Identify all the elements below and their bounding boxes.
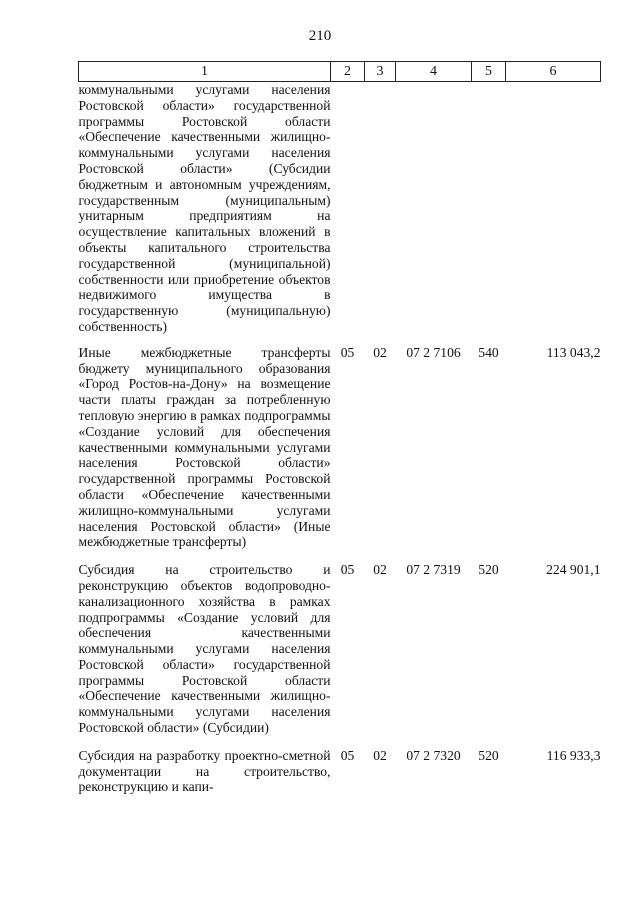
- table-header: [79, 62, 601, 82]
- row-expense-type: [472, 82, 506, 345]
- row-expense-type: 520: [478, 562, 499, 578]
- row-amount: 113 043,2: [546, 344, 601, 360]
- table-row: [79, 558, 601, 744]
- row-amount: 116 933,3: [546, 747, 601, 763]
- row-subsection: 02: [373, 562, 387, 578]
- row-section: 05: [340, 344, 355, 360]
- column-header-1: 1: [79, 62, 331, 82]
- row-amount: [506, 82, 601, 345]
- budget-table: [78, 61, 601, 803]
- table-row: [79, 345, 601, 558]
- column-header-5: 5: [472, 62, 506, 82]
- row-target-article: 07 2 7106: [406, 344, 461, 360]
- row-target-article: [396, 82, 472, 345]
- header-row: [79, 62, 601, 82]
- row-description: коммунальными услугами населения Ростовской области» государственной программы Ростовской области «Обеспечение качественными жилищно-коммунальными услугами населения Ростовской области» (Субсидии бюджетным и автономным учреждениям, государственным (муниципальным) унитарным предприятиям на осуществление капитальных вложений в объекты капитального строительства государственной (муниципальной) собственности или приобретение объектов недвижимого имущества в государственную (муниципальную) собственность): [78, 82, 331, 334]
- row-amount: 224 901,1: [546, 562, 601, 578]
- row-subsection: [365, 82, 396, 345]
- row-description: Субсидия на разработку проектно-сметной документации на строительство, реконструкцию и капи-: [78, 747, 331, 795]
- row-target-article: 07 2 7320: [406, 747, 461, 763]
- row-section: 05: [340, 562, 355, 578]
- row-expense-type: 520: [478, 747, 499, 763]
- row-description: Субсидия на строительство и реконструкцию объектов водопроводно-канализационного хозяйства в рамках подпрограммы «Создание условий для обеспечения качественными коммунальными услугами населения Ростовской области» государственной программы Ростовской области «Обеспечение качественными жилищно-коммунальными услугами населения Ростовской области» (Субсидии): [78, 562, 331, 736]
- row-expense-type: 540: [478, 344, 499, 360]
- row-section: 05: [340, 747, 355, 763]
- column-header-6: 6: [506, 62, 601, 82]
- row-subsection: 02: [373, 344, 387, 360]
- table-row: [79, 744, 601, 803]
- page-number: 210: [308, 28, 332, 44]
- column-header-4: 4: [396, 62, 472, 82]
- table-body: [79, 82, 601, 804]
- row-target-article: 07 2 7319: [406, 562, 461, 578]
- row-section: [331, 82, 365, 345]
- column-header-2: 2: [331, 62, 365, 82]
- row-subsection: 02: [373, 747, 387, 763]
- row-description: Иные межбюджетные трансферты бюджету муниципального образования «Город Ростов-на-Дону» на возмещение части платы граждан за потребленную тепловую энергию в рамках подпрограммы «Создание условий для обеспечения качественными коммунальными услугами населения Ростовской области» государственной программы Ростовской области «Обеспечение качественными жилищно-коммунальными услугами населения Ростовской области» (Иные межбюджетные трансферты): [78, 344, 331, 550]
- table-row: [79, 82, 601, 345]
- column-header-3: 3: [365, 62, 396, 82]
